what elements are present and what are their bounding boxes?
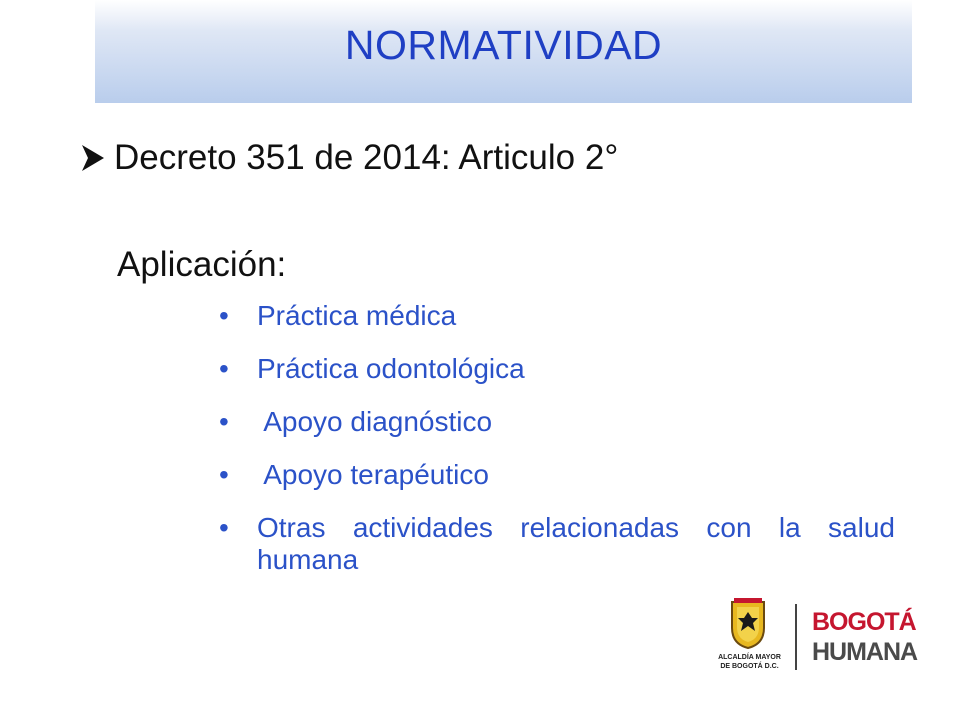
bullet-icon: • xyxy=(219,459,229,490)
aplicacion-label: Aplicación: xyxy=(117,245,287,284)
list-item-text: Apoyo diagnóstico xyxy=(257,406,493,437)
bullet-icon: • xyxy=(219,300,229,331)
bullet-icon: • xyxy=(219,406,229,437)
alcaldia-caption xyxy=(712,653,787,671)
arrow-bullet-icon xyxy=(80,143,106,173)
list-item xyxy=(215,512,895,576)
list-item xyxy=(215,353,895,385)
list-item-text: Apoyo terapéutico xyxy=(257,459,489,490)
alcaldia-line-2: DE BOGOTÁ D.C. xyxy=(720,663,779,670)
list-item-text: Otras actividades relacionadas con la salud humana xyxy=(257,512,895,575)
list-item xyxy=(215,406,895,438)
list-item xyxy=(215,459,895,491)
bogota-wordmark: BOGOTÁ xyxy=(812,608,916,636)
logo-divider xyxy=(795,604,797,670)
list-item-text: Práctica odontológica xyxy=(257,353,525,384)
list-item-text: Práctica médica xyxy=(257,300,457,331)
bogota-humana-logo xyxy=(712,598,922,678)
bullet-icon: • xyxy=(219,512,229,543)
decreto-text: Decreto 351 de 2014: Articulo 2° xyxy=(114,138,619,177)
bullet-icon: • xyxy=(219,353,229,384)
humana-wordmark: HUMANA xyxy=(812,638,918,666)
aplicacion-list xyxy=(215,300,895,597)
coat-of-arms-icon xyxy=(728,598,768,650)
decreto-heading xyxy=(80,138,618,178)
slide-title: NORMATIVIDAD xyxy=(344,22,663,68)
alcaldia-line-1: ALCALDÍA MAYOR xyxy=(718,654,781,661)
list-item xyxy=(215,300,895,332)
title-banner xyxy=(95,0,912,103)
